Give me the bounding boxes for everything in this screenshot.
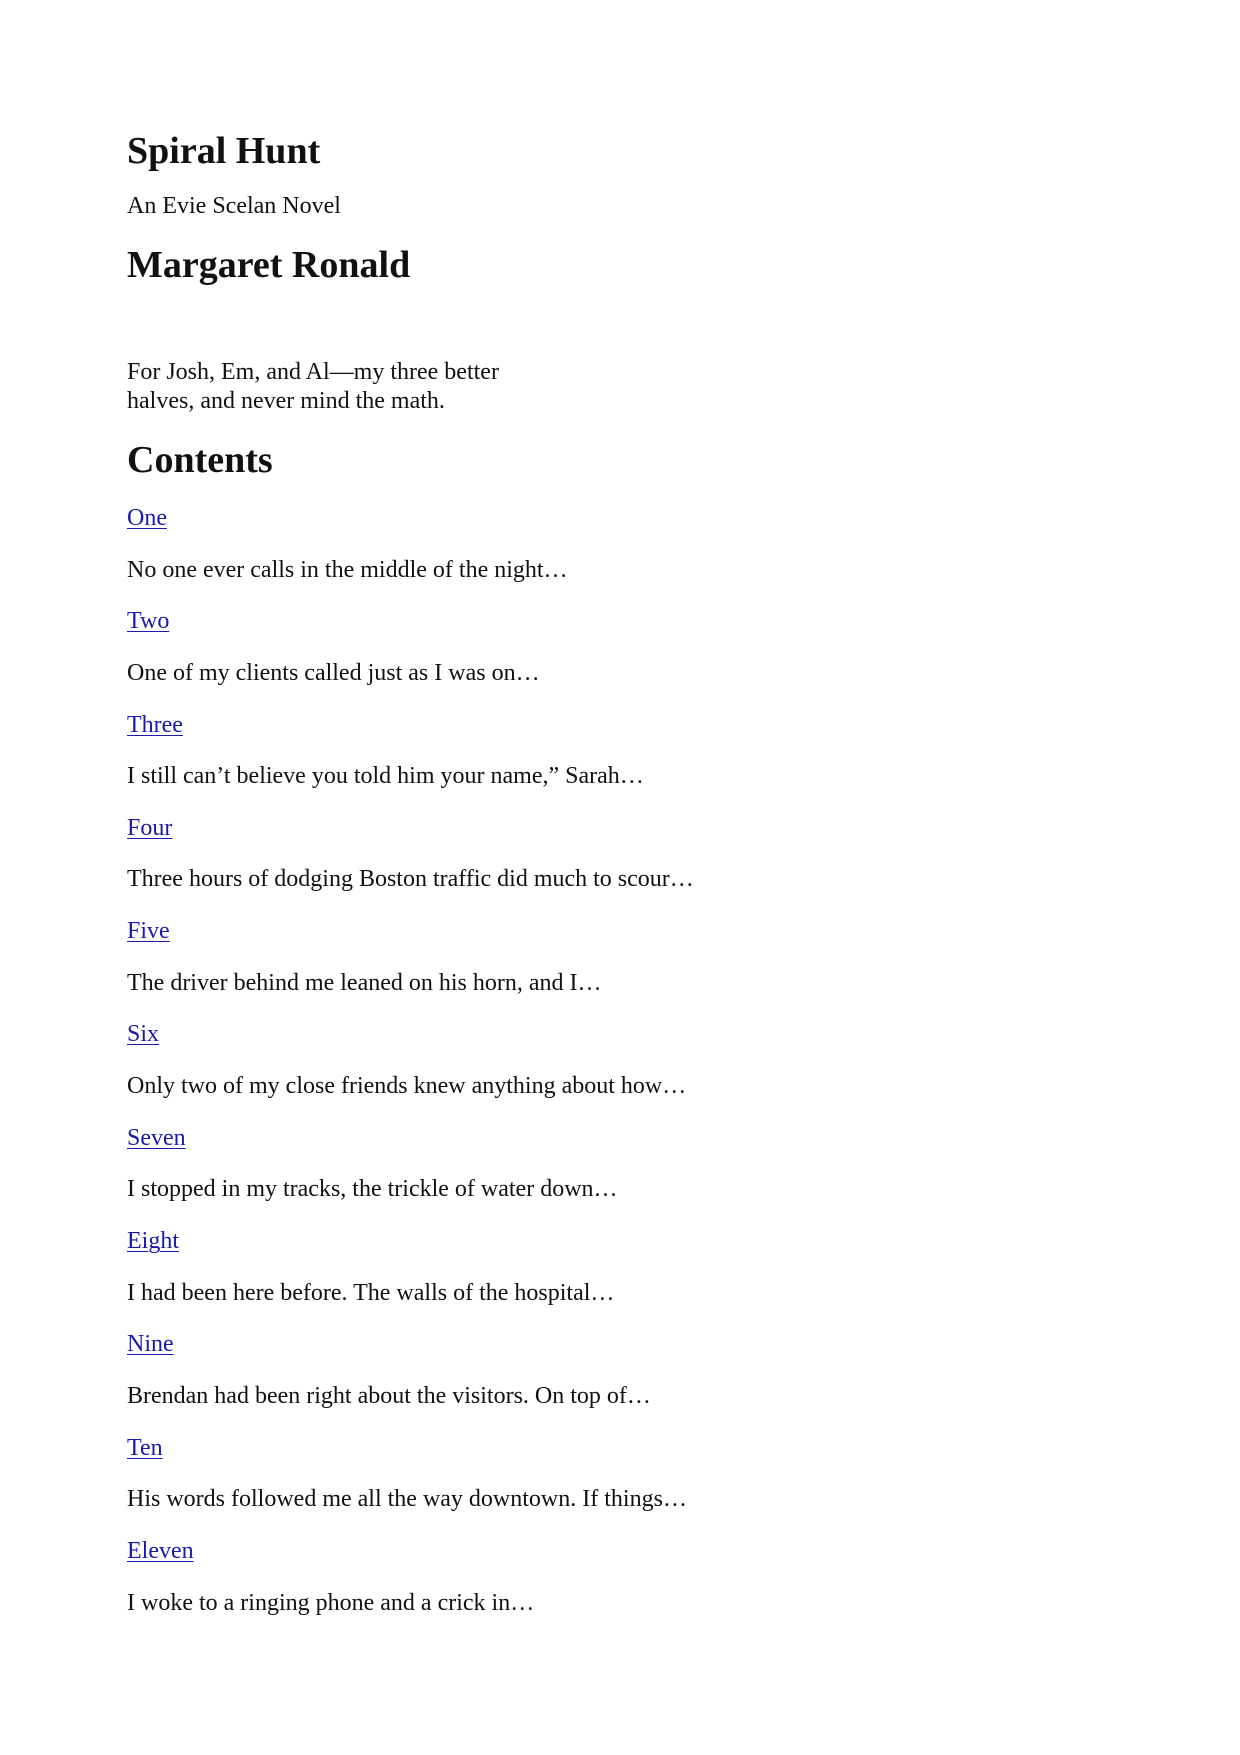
chapter-link-eight[interactable]: Eight: [127, 1228, 179, 1255]
toc-entry: [127, 1326, 1127, 1429]
chapter-excerpt: I woke to a ringing phone and a crick in…: [127, 1589, 535, 1616]
chapter-link-six[interactable]: Six: [127, 1021, 160, 1048]
toc-entry: [127, 1120, 1127, 1223]
toc-entry: [127, 1533, 1127, 1636]
chapter-link-nine[interactable]: Nine: [127, 1331, 174, 1358]
toc-entry: [127, 810, 1127, 913]
table-of-contents: [127, 500, 1127, 1636]
chapter-excerpt: Brendan had been right about the visitors. On top of…: [127, 1382, 651, 1409]
chapter-link-five[interactable]: Five: [127, 918, 170, 945]
chapter-excerpt: Three hours of dodging Boston traffic did much to scour…: [127, 866, 694, 893]
chapter-excerpt: I had been here before. The walls of the hospital…: [127, 1279, 615, 1306]
dedication: [127, 358, 499, 416]
chapter-excerpt: The driver behind me leaned on his horn, and I…: [127, 969, 602, 996]
chapter-excerpt: No one ever calls in the middle of the night…: [127, 556, 568, 583]
book-author: Margaret Ronald: [127, 244, 411, 286]
chapter-link-four[interactable]: Four: [127, 814, 173, 841]
chapter-link-ten[interactable]: Ten: [127, 1434, 163, 1461]
toc-entry: [127, 1016, 1127, 1119]
toc-entry: [127, 707, 1127, 810]
book-subtitle: An Evie Scelan Novel: [127, 193, 341, 219]
chapter-link-two[interactable]: Two: [127, 608, 170, 635]
dedication-line: For Josh, Em, and Al—my three better: [127, 359, 499, 385]
contents-heading: Contents: [127, 439, 273, 481]
toc-entry: [127, 1430, 1127, 1533]
chapter-excerpt: His words followed me all the way downtown. If things…: [127, 1486, 687, 1513]
chapter-link-seven[interactable]: Seven: [127, 1124, 186, 1151]
chapter-link-one[interactable]: One: [127, 505, 167, 531]
chapter-link-eleven[interactable]: Eleven: [127, 1537, 194, 1564]
chapter-excerpt: Only two of my close friends knew anything about how…: [127, 1073, 687, 1100]
chapter-link-three[interactable]: Three: [127, 711, 183, 738]
book-title: Spiral Hunt: [127, 130, 321, 172]
chapter-excerpt: One of my clients called just as I was on…: [127, 659, 540, 686]
chapter-excerpt: I stopped in my tracks, the trickle of water down…: [127, 1176, 618, 1203]
dedication-line: halves, and never mind the math.: [127, 388, 445, 414]
toc-entry: [127, 913, 1127, 1016]
chapter-excerpt: I still can’t believe you told him your name,” Sarah…: [127, 763, 644, 790]
toc-entry: [127, 603, 1127, 706]
toc-entry: [127, 500, 1127, 603]
toc-entry: [127, 1223, 1127, 1326]
